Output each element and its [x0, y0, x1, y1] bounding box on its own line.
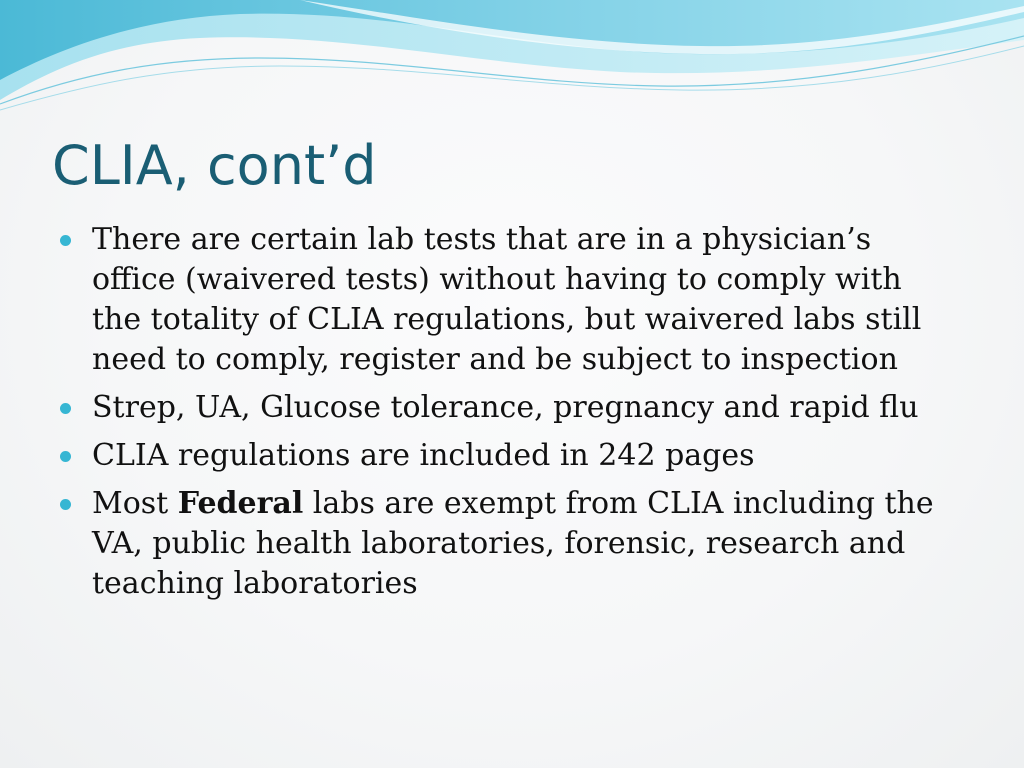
bullet-list [60, 220, 960, 612]
bullet-item [60, 388, 960, 428]
bullet-dot-icon [60, 499, 71, 510]
bullet-item [60, 484, 960, 604]
bullet-item [60, 436, 960, 476]
decorative-wave-banner [0, 0, 1024, 130]
bullet-item [60, 220, 960, 380]
bullet-text: There are certain lab tests that are in a physician’s office (waivered tests) without having to comply with the totality of CLIA regulations, but waivered labs still need to comply, register and be subject to inspection [92, 222, 922, 377]
bullet-text-suffix: labs are exempt from CLIA including the VA, public health laboratories, forensic, research and teaching laboratories [92, 486, 934, 601]
slide-title: CLIA, cont’d [52, 134, 377, 197]
bullet-text-bold: Federal [177, 486, 304, 521]
bullet-text: Strep, UA, Glucose tolerance, pregnancy and rapid flu [92, 390, 919, 425]
bullet-text: CLIA regulations are included in 242 pages [92, 438, 755, 473]
bullet-dot-icon [60, 235, 71, 246]
bullet-dot-icon [60, 403, 71, 414]
bullet-text-prefix: Most [92, 486, 178, 521]
bullet-dot-icon [60, 451, 71, 462]
